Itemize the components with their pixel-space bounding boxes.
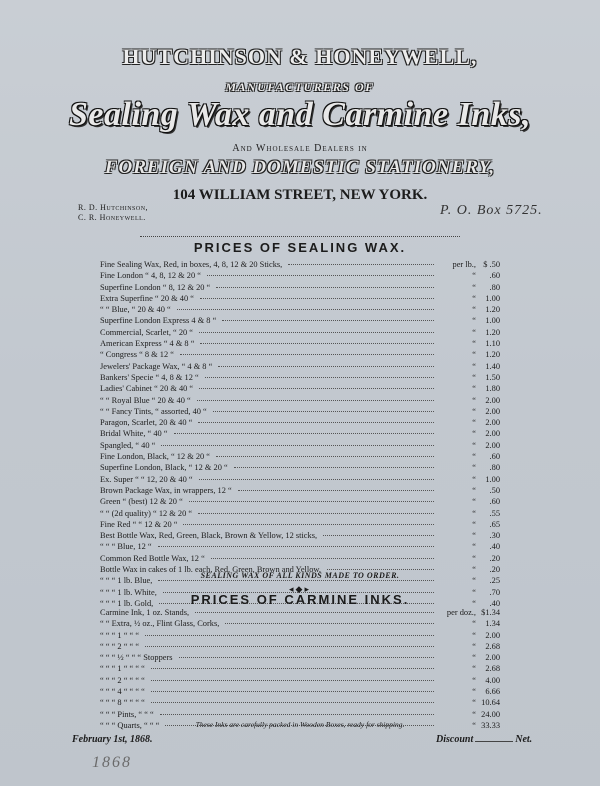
price-row (100, 315, 500, 326)
dot-leader (211, 558, 434, 559)
price-row (100, 652, 500, 663)
item-description: Best Bottle Wax, Red, Green, Black, Brown & Yellow, 12 sticks, (100, 531, 318, 541)
item-price: 1.40 (485, 361, 500, 371)
manufacturers-line: MANUFACTURERS OF (225, 80, 375, 94)
ornament-divider: ◂◆▸ (289, 584, 311, 594)
item-price: .20 (489, 565, 500, 575)
item-description: Ex. Super “ “ 12, 20 & 40 “ (100, 474, 193, 484)
item-unit: “ (472, 372, 476, 382)
price-row (100, 630, 500, 641)
item-unit: “ (472, 316, 476, 326)
item-price: .30 (489, 531, 500, 541)
price-row (100, 508, 500, 519)
dot-leader (151, 691, 434, 692)
ink-price-table (100, 607, 500, 731)
item-price: 1.34 (485, 619, 500, 629)
item-unit: “ (472, 293, 476, 303)
price-row (100, 709, 500, 720)
item-description: “ “ “ 2 “ “ “ “ (100, 675, 145, 685)
dot-leader (177, 309, 434, 310)
address-line: 104 WILLIAM STREET, NEW YORK. (172, 187, 428, 203)
dot-leader (225, 623, 434, 624)
price-row (100, 304, 500, 315)
dot-leader (179, 657, 434, 658)
price-row (100, 383, 500, 394)
item-description: “ “ “ Quarts, “ “ “ (100, 720, 160, 730)
company-name: HUTCHINSON & HONEYWELL, (122, 44, 478, 69)
item-price: .60 (489, 271, 500, 281)
item-description: Bottle Wax in cakes of 1 lb. each, Red, Green, Brown and Yellow, (100, 565, 321, 575)
price-row (100, 496, 500, 507)
dot-leader (238, 490, 434, 491)
dot-leader (234, 467, 434, 468)
price-row (100, 675, 500, 686)
item-description: Fine London, Black, “ 12 & 20 “ (100, 452, 211, 462)
item-price: 24.00 (481, 709, 500, 719)
dot-leader (174, 433, 434, 434)
item-price: 2.68 (485, 664, 500, 674)
item-description: Common Red Bottle Wax, 12 “ (100, 553, 205, 563)
item-price: 2.00 (485, 440, 500, 450)
price-row (100, 485, 500, 496)
discount-label: Discount (436, 734, 474, 745)
item-unit: “ (472, 305, 476, 315)
item-unit: “ (472, 463, 476, 473)
item-unit: “ (472, 664, 476, 674)
price-row (100, 697, 500, 708)
item-price: .60 (489, 497, 500, 507)
item-unit: “ (472, 282, 476, 292)
price-row (100, 607, 500, 618)
item-unit: “ (472, 440, 476, 450)
item-description: “ “ “ 4 “ “ “ “ (100, 687, 145, 697)
item-unit: per lb., (452, 260, 476, 269)
item-price: $ .50 (483, 260, 500, 269)
price-row (100, 641, 500, 652)
item-description: Bridal White, “ 40 “ (100, 429, 168, 439)
item-unit: “ (472, 485, 476, 495)
partner-name: R. D. Hutchinson, (78, 203, 149, 212)
item-unit: “ (472, 653, 476, 663)
item-unit: “ (472, 406, 476, 416)
dot-leader (216, 456, 434, 457)
item-unit: “ (472, 630, 476, 640)
item-description: Fine London “ 4, 8, 12 & 20 “ (100, 271, 201, 281)
products-heading: Sealing Wax and Carmine Inks, (69, 96, 531, 133)
dot-leader (198, 513, 434, 514)
stationery-heading: FOREIGN AND DOMESTIC STATIONERY, (104, 157, 496, 178)
item-description: Fine Sealing Wax, Red, in boxes, 4, 8, 12 & 20 Sticks, (100, 260, 283, 269)
item-description: “ “ “ 1 lb. Gold, (100, 598, 154, 608)
price-row (100, 440, 500, 451)
item-price: .25 (489, 576, 500, 586)
dot-leader (199, 479, 434, 480)
item-unit: “ (472, 474, 476, 484)
item-price: 1.00 (485, 474, 500, 484)
price-row (100, 541, 500, 552)
item-description: “ “ “ 1 “ “ “ (100, 630, 140, 640)
item-description: “ “ Extra, ½ oz., Flint Glass, Corks, (100, 619, 220, 629)
item-unit: “ (472, 565, 476, 575)
item-price: 2.68 (485, 641, 500, 651)
item-price: 33.33 (481, 720, 500, 730)
item-unit: “ (472, 641, 476, 651)
item-description: “ “ “ 1 lb. White, (100, 587, 157, 597)
item-description: Superfine London “ 8, 12 & 20 “ (100, 282, 211, 292)
item-unit: “ (472, 619, 476, 629)
dot-leader (200, 298, 434, 299)
item-unit: “ (472, 418, 476, 428)
dot-leader (145, 646, 434, 647)
item-price: 6.66 (485, 687, 500, 697)
item-unit: “ (472, 720, 476, 730)
dot-leader (145, 635, 434, 636)
price-row (100, 474, 500, 485)
dot-leader (197, 400, 434, 401)
item-price: 1.20 (485, 305, 500, 315)
wax-section-title: PRICES OF SEALING WAX. (193, 240, 407, 255)
item-description: “ “ “ 1 “ “ “ “ (100, 664, 145, 674)
item-unit: “ (472, 384, 476, 394)
dot-leader (151, 702, 434, 703)
item-price: 1.00 (485, 293, 500, 303)
item-price: 1.10 (485, 339, 500, 349)
item-description: Superfine London, Black, “ 12 & 20 “ (100, 463, 228, 473)
wholesale-line: And Wholesale Dealers in (232, 143, 368, 154)
ink-section-title: PRICES OF CARMINE INKS. (190, 592, 410, 607)
item-description: “ “ Royal Blue “ 20 & 40 “ (100, 395, 191, 405)
item-unit: “ (472, 587, 476, 597)
item-price: $1.34 (481, 608, 500, 617)
item-price: .65 (489, 519, 500, 529)
dot-leader (213, 411, 434, 412)
item-description: Fine Red “ “ 12 & 20 “ (100, 519, 178, 529)
item-unit: “ (472, 350, 476, 360)
dot-leader (218, 366, 434, 367)
price-row (100, 327, 500, 338)
item-description: “ “ “ Pints, “ “ “ (100, 709, 154, 719)
ink-section-note: These Inks are carefully packed in Wooden Boxes, ready for shipping. (195, 720, 405, 729)
dot-leader (200, 343, 434, 344)
item-price: .40 (489, 598, 500, 608)
item-price: 2.00 (485, 406, 500, 416)
dot-leader (199, 332, 434, 333)
dot-leader (183, 524, 434, 525)
net-label: Net. (515, 734, 533, 745)
item-unit: “ (472, 576, 476, 586)
price-row (100, 372, 500, 383)
price-row (100, 338, 500, 349)
item-unit: “ (472, 395, 476, 405)
item-price: .60 (489, 452, 500, 462)
handwritten-year: 1868 (92, 754, 132, 771)
price-row (100, 270, 500, 281)
item-price: .50 (489, 485, 500, 495)
item-description: Superfine London Express 4 & 8 “ (100, 316, 217, 326)
price-row (100, 395, 500, 406)
item-unit: “ (472, 361, 476, 371)
item-price: 1.50 (485, 372, 500, 382)
wax-price-table (100, 259, 500, 609)
item-unit: “ (472, 698, 476, 708)
item-price: .20 (489, 553, 500, 563)
item-description: American Express “ 4 & 8 “ (100, 339, 195, 349)
item-description: “ “ “ 8 “ “ “ “ (100, 698, 145, 708)
item-price: .80 (489, 463, 500, 473)
item-description: “ “ “ ½ “ “ “ Stoppers (100, 653, 173, 663)
discount-blank (475, 741, 513, 742)
item-unit: “ (472, 709, 476, 719)
item-unit: “ (472, 531, 476, 541)
item-unit: per doz., (446, 608, 476, 617)
dot-leader (151, 668, 434, 669)
item-description: Extra Superfine “ 20 & 40 “ (100, 293, 194, 303)
dot-leader (180, 354, 434, 355)
item-description: “ “ (2d quality) “ 12 & 20 “ (100, 508, 193, 518)
price-row (100, 293, 500, 304)
dot-leader (198, 422, 434, 423)
price-row (100, 462, 500, 473)
item-unit: “ (472, 339, 476, 349)
item-description: Paragon, Scarlet, 20 & 40 “ (100, 418, 193, 428)
item-description: “ “ “ Blue, 12 “ (100, 542, 152, 552)
item-price: 1.00 (485, 316, 500, 326)
item-price: 1.20 (485, 350, 500, 360)
item-price: .55 (489, 508, 500, 518)
item-price: 1.80 (485, 384, 500, 394)
price-row (100, 406, 500, 417)
issue-date: February 1st, 1868. (72, 734, 153, 745)
dot-leader (323, 535, 434, 536)
item-description: Ladies' Cabinet “ 20 & 40 “ (100, 384, 194, 394)
item-price: .70 (489, 587, 500, 597)
item-description: Jewelers' Package Wax, “ 4 & 8 “ (100, 361, 213, 371)
item-description: Commercial, Scarlet, “ 20 “ (100, 327, 194, 337)
partner-name: C. R. Honeywell. (78, 213, 146, 222)
po-box: P. O. Box 5725. (440, 203, 543, 218)
item-unit: “ (472, 675, 476, 685)
price-row (100, 349, 500, 360)
price-row (100, 530, 500, 541)
item-description: Spangled, “ 40 “ (100, 440, 156, 450)
dot-leader (151, 680, 434, 681)
item-description: “ “ “ 2 “ “ “ (100, 641, 140, 651)
price-row (100, 686, 500, 697)
dot-leader (161, 445, 434, 446)
item-price: 1.20 (485, 327, 500, 337)
price-row (100, 259, 500, 270)
item-description: Green “ (best) 12 & 20 “ (100, 497, 183, 507)
item-price: .80 (489, 282, 500, 292)
dot-leader (160, 714, 434, 715)
item-description: Bankers' Specie “ 4, 8 & 12 “ (100, 372, 199, 382)
dot-leader (216, 287, 434, 288)
item-price: 2.00 (485, 653, 500, 663)
partners-block (78, 203, 148, 223)
item-price: 2.00 (485, 429, 500, 439)
item-price: 2.00 (485, 630, 500, 640)
price-row (100, 417, 500, 428)
dot-leader (199, 388, 434, 389)
item-description: Brown Package Wax, in wrappers, 12 “ (100, 485, 232, 495)
dot-leader (195, 612, 434, 613)
item-unit: “ (472, 687, 476, 697)
item-description: Carmine Ink, 1 oz. Stands, (100, 608, 190, 617)
item-unit: “ (472, 271, 476, 281)
item-unit: “ (472, 598, 476, 608)
item-unit: “ (472, 327, 476, 337)
item-description: “ “ Blue, “ 20 & 40 “ (100, 305, 171, 315)
price-row (100, 553, 500, 564)
item-unit: “ (472, 508, 476, 518)
item-unit: “ (472, 429, 476, 439)
dot-leader (189, 501, 434, 502)
price-row (100, 451, 500, 462)
price-row (100, 663, 500, 674)
dot-leader (222, 320, 434, 321)
dot-leader (158, 546, 434, 547)
item-unit: “ (472, 553, 476, 563)
item-price: .40 (489, 542, 500, 552)
price-row (100, 428, 500, 439)
item-unit: “ (472, 542, 476, 552)
price-row (100, 361, 500, 372)
item-unit: “ (472, 452, 476, 462)
item-unit: “ (472, 519, 476, 529)
item-unit: “ (472, 497, 476, 507)
dot-leader (288, 264, 434, 265)
dot-leader (158, 580, 434, 581)
price-row (100, 519, 500, 530)
item-price: 2.00 (485, 395, 500, 405)
price-row (100, 618, 500, 629)
price-row (100, 282, 500, 293)
item-description: “ Congress “ 8 & 12 “ (100, 350, 174, 360)
item-description: “ “ “ 1 lb. Blue, (100, 576, 153, 586)
item-price: 10.64 (481, 698, 500, 708)
item-price: 4.00 (485, 675, 500, 685)
discount-line (436, 734, 532, 745)
divider-rule (140, 236, 460, 237)
dot-leader (205, 377, 434, 378)
item-description: “ “ Fancy Tints, “ assorted, 40 “ (100, 406, 207, 416)
dot-leader (327, 569, 434, 570)
dot-leader (207, 275, 434, 276)
wax-section-note: SEALING WAX OF ALL KINDS MADE TO ORDER. (200, 571, 400, 580)
item-price: 2.00 (485, 418, 500, 428)
